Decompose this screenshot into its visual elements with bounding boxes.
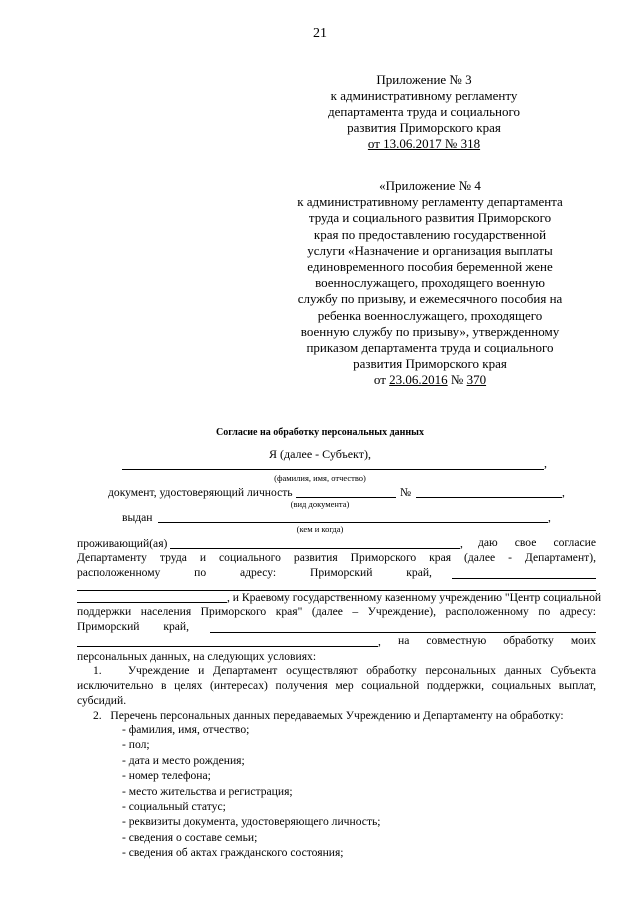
- page-number: 21: [313, 26, 327, 41]
- consent-title: Согласие на обработку персональных данных: [215, 427, 424, 438]
- issued-hint: (кем и когда): [296, 524, 344, 534]
- id-document-label: документ, удостоверяющий личность: [108, 486, 293, 499]
- appendix-4-line: развития Приморского края: [353, 356, 507, 372]
- list-item: - дата и место рождения;: [122, 753, 245, 767]
- appendix-4-line: службу по призыву, и ежемесячного пособия на: [297, 291, 563, 307]
- department-address-field-3[interactable]: [77, 602, 227, 603]
- condition-item-2: 2. Перечень персональных данных передаваемых Учреждению и Департаменту на обработку:: [93, 709, 564, 722]
- appendix-4-line: к административному регламенту департамента: [297, 194, 563, 210]
- list-item: - реквизиты документа, удостоверяющего личность;: [122, 815, 381, 829]
- appendix-4-line: единовременного пособия беременной жене: [307, 259, 553, 275]
- list-item: - сведения об актах гражданского состояния;: [122, 846, 344, 860]
- list-item: - сведения о составе семьи;: [122, 830, 258, 844]
- appendix-4-line: края по предоставлению государственной: [313, 226, 547, 242]
- appendix-4-line: военнослужащего, проходящего военную: [315, 275, 545, 291]
- joint-processing-line: на совместную обработку моих: [398, 634, 596, 647]
- appendix-4-line: ребенка военнослужащего, проходящего: [317, 307, 543, 323]
- department-address-field[interactable]: [452, 578, 596, 579]
- institution-line: поддержки населения Приморского края" (далее – Учреждение), расположенному по адресу:: [77, 605, 596, 618]
- list-item: - номер телефона;: [122, 769, 211, 783]
- institution-text: , и Краевому государственному казенному учреждению "Центр социальной: [227, 591, 602, 604]
- appendix-4-line: услуги «Назначение и организация выплаты: [307, 242, 553, 258]
- list-item: - пол;: [122, 738, 150, 752]
- appendix-3-line: Приложение № 3: [376, 72, 472, 87]
- order-number: 370: [466, 372, 487, 388]
- department-line: Департаменту труда и социального развития Приморского края (далее - Департамент),: [77, 551, 596, 564]
- fio-hint: (фамилия, имя, отчество): [274, 473, 366, 483]
- conditions-line: персональных данных, на следующих условиях:: [77, 650, 317, 663]
- appendix-4-line: военную службу по призыву», утвержденному: [300, 323, 560, 339]
- institution-address-field-2[interactable]: [77, 646, 378, 647]
- list-item: - социальный статус;: [122, 800, 226, 814]
- consent-give-line: даю свое согласие: [478, 536, 596, 549]
- appendix-4-line: приказом департамента труда и социального: [306, 340, 554, 356]
- residence-field[interactable]: [170, 548, 460, 549]
- residing-label: проживающий(ая): [77, 537, 168, 550]
- appendix-4-line: труда и социального развития Приморского: [308, 210, 552, 226]
- list-item: - место жительства и регистрация;: [122, 784, 293, 798]
- appendix-4-order: от 23.06.2016 № 370: [373, 372, 487, 388]
- condition-item-1: 1. Учреждение и Департамент осуществляют обработку персональных данных Субъекта исключительно в целях (интересах) получения мер социальной поддержки, социальных выплат, субсидий.: [77, 664, 596, 707]
- appendix-3-line: развития Приморского края: [347, 120, 501, 135]
- fio-field[interactable]: [122, 469, 544, 470]
- issued-by-field[interactable]: [158, 522, 548, 523]
- institution-address-field[interactable]: [210, 632, 596, 633]
- department-address-line: расположенному по адресу: Приморский край,: [77, 566, 432, 579]
- order-date: 23.06.2016: [389, 372, 448, 388]
- list-item: - фамилия, имя, отчество;: [122, 723, 250, 736]
- appendix-3-line: к административному регламенту: [330, 88, 518, 103]
- appendix-4-header: [280, 178, 580, 389]
- personal-data-list: [122, 722, 381, 861]
- id-document-type-field[interactable]: [296, 497, 396, 498]
- appendix-4-line: «Приложение № 4: [379, 178, 481, 193]
- appendix-3-header: [288, 72, 560, 152]
- subject-label: Я (далее - Субъект),: [269, 447, 371, 461]
- appendix-3-line: департамента труда и социального: [327, 104, 520, 119]
- doc-type-hint: (вид документа): [290, 499, 350, 509]
- appendix-3-order: от 13.06.2017 № 318: [367, 136, 481, 151]
- issued-label: выдан: [122, 511, 153, 524]
- id-document-number-field[interactable]: [416, 497, 562, 498]
- institution-address-line: Приморский край,: [77, 620, 189, 633]
